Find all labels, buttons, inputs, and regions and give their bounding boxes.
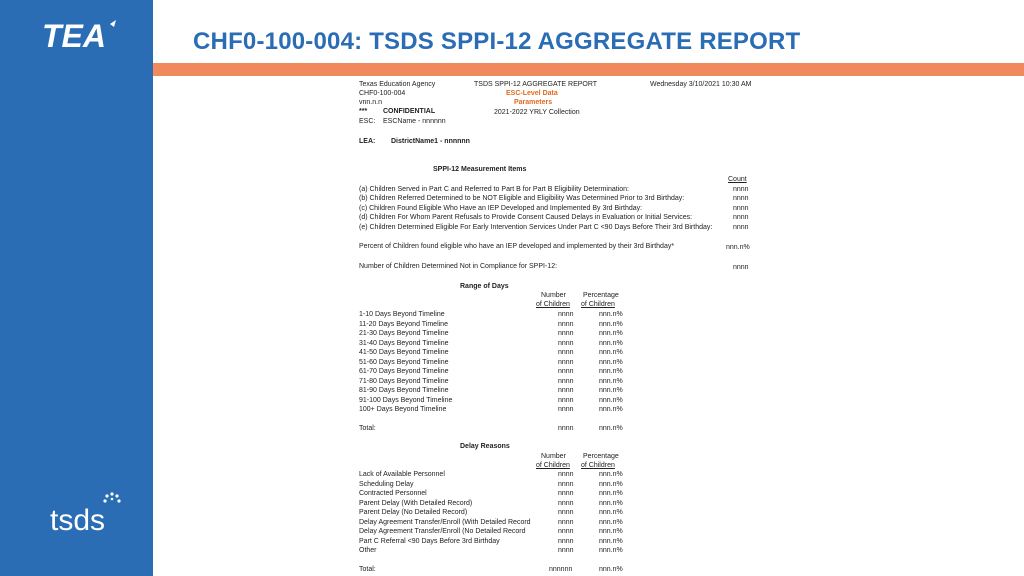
delay-row-percent: nnn.n%: [599, 547, 623, 554]
delay-row-number: nnnn: [558, 528, 574, 535]
esc-label: ESC:: [359, 118, 376, 125]
range-row-percent: nnn.n%: [599, 378, 623, 385]
delay-row-percent: nnn.n%: [599, 481, 623, 488]
percent-value: nnn.n%: [726, 244, 750, 251]
delay-title: Delay Reasons: [460, 443, 510, 450]
delay-total-number: nnnnnn: [549, 566, 573, 573]
delay-row-percent: nnn.n%: [599, 519, 623, 526]
report-datetime: Wednesday 3/10/2021 10:30 AM: [650, 81, 752, 88]
range-col-pct-2: of Children: [581, 301, 615, 308]
svg-text:tsds: tsds: [50, 504, 106, 536]
noncompliance-value: nnnn: [733, 264, 749, 271]
report-name: TSDS SPPI-12 AGGREGATE REPORT: [474, 81, 598, 88]
range-row-label: 100+ Days Beyond Timeline: [359, 406, 447, 413]
range-row-percent: nnn.n%: [599, 359, 623, 366]
delay-total-label: Total:: [359, 566, 376, 573]
item-b-label: (b) Children Referred Determined to be NOT Eligible and Eligibility Was Determined Prior to 3rd Birthday:: [359, 195, 685, 202]
delay-row-percent: nnn.n%: [599, 509, 623, 516]
item-b-value: nnnn: [733, 195, 749, 202]
measurement-title: SPPI-12 Measurement Items: [433, 166, 527, 173]
item-a-label: (a) Children Served in Part C and Referred to Part B for Part B Eligibility Determination:: [359, 186, 630, 193]
count-header: Count: [728, 176, 747, 183]
delay-total-percent: nnn.n%: [599, 566, 623, 573]
range-row-percent: nnn.n%: [599, 330, 623, 337]
range-row-label: 61-70 Days Beyond Timeline: [359, 368, 449, 375]
parameters-label: Parameters: [514, 99, 553, 106]
report-version: vnn.n.n: [359, 99, 382, 106]
delay-row-label: Lack of Available Personnel: [359, 471, 445, 478]
collection-label: 2021-2022 YRLY Collection: [494, 109, 580, 116]
range-total-percent: nnn.n%: [599, 425, 623, 432]
delay-row-label: Delay Agreement Transfer/Enroll (No Detailed Record: [359, 528, 526, 535]
range-row-label: 41-50 Days Beyond Timeline: [359, 349, 449, 356]
delay-row-label: Contracted Personnel: [359, 490, 427, 497]
delay-row-number: nnnn: [558, 538, 574, 545]
noncompliance-label: Number of Children Determined Not in Compliance for SPPI-12:: [359, 263, 558, 270]
range-row-label: 91-100 Days Beyond Timeline: [359, 397, 453, 404]
range-col-number-2: of Children: [536, 301, 570, 308]
range-row-number: nnnn: [558, 321, 574, 328]
delay-row-label: Scheduling Delay: [359, 481, 414, 488]
tsds-logo: [50, 488, 130, 536]
range-row-label: 51-60 Days Beyond Timeline: [359, 359, 449, 366]
tsds-logo-icon: [50, 488, 130, 536]
delay-row-percent: nnn.n%: [599, 490, 623, 497]
esc-value: ESCName - nnnnnn: [383, 118, 446, 125]
range-row-number: nnnn: [558, 349, 574, 356]
range-row-percent: nnn.n%: [599, 340, 623, 347]
delay-row-label: Part C Referral <90 Days Before 3rd Birthday: [359, 538, 500, 545]
range-row-percent: nnn.n%: [599, 387, 623, 394]
range-row-number: nnnn: [558, 340, 574, 347]
delay-row-label: Other: [359, 547, 377, 554]
item-d-label: (d) Children For Whom Parent Refusals to Provide Consent Caused Delays in Evaluation or Initial Services:: [359, 214, 693, 221]
range-col-pct-1: Percentage: [583, 292, 619, 299]
range-row-percent: nnn.n%: [599, 311, 623, 318]
percent-label: Percent of Children found eligible who have an IEP developed and implemented by their 3rd Birthday*: [359, 243, 675, 250]
report-code: CHF0-100-004: [359, 90, 406, 97]
lea-value: DistrictName1 - nnnnnn: [391, 138, 470, 145]
delay-col-number-1: Number: [541, 453, 566, 460]
agency-text: Texas Education Agency: [359, 81, 436, 88]
delay-row-number: nnnn: [558, 500, 574, 507]
delay-row-percent: nnn.n%: [599, 528, 623, 535]
range-row-percent: nnn.n%: [599, 397, 623, 404]
range-row-percent: nnn.n%: [599, 368, 623, 375]
delay-row-number: nnnn: [558, 547, 574, 554]
tea-logo: [40, 18, 130, 54]
range-total-number: nnnn: [558, 425, 574, 432]
stars-text: ***: [359, 108, 368, 115]
page-title: CHF0-100-004: TSDS SPPI-12 AGGREGATE REPORT: [193, 28, 801, 55]
range-row-label: 1-10 Days Beyond Timeline: [359, 311, 445, 318]
brand-sidebar: [0, 0, 153, 576]
lea-label: LEA:: [359, 138, 376, 145]
item-d-value: nnnn: [733, 214, 749, 221]
range-row-label: 71-80 Days Beyond Timeline: [359, 378, 449, 385]
delay-row-label: Delay Agreement Transfer/Enroll (With Detailed Record: [359, 519, 531, 526]
item-c-value: nnnn: [733, 205, 749, 212]
range-row-number: nnnn: [558, 330, 574, 337]
delay-row-number: nnnn: [558, 509, 574, 516]
range-row-number: nnnn: [558, 406, 574, 413]
item-a-value: nnnn: [733, 186, 749, 193]
range-row-number: nnnn: [558, 378, 574, 385]
delay-col-pct-2: of Children: [581, 462, 615, 469]
delay-row-percent: nnn.n%: [599, 538, 623, 545]
delay-row-percent: nnn.n%: [599, 471, 623, 478]
range-row-label: 21-30 Days Beyond Timeline: [359, 330, 449, 337]
delay-row-percent: nnn.n%: [599, 500, 623, 507]
range-row-percent: nnn.n%: [599, 321, 623, 328]
range-row-label: 31-40 Days Beyond Timeline: [359, 340, 449, 347]
range-row-percent: nnn.n%: [599, 406, 623, 413]
esc-level-label: ESC-Level Data: [506, 90, 558, 97]
delay-row-number: nnnn: [558, 481, 574, 488]
delay-col-pct-1: Percentage: [583, 453, 619, 460]
delay-row-label: Parent Delay (No Detailed Record): [359, 509, 468, 516]
item-c-label: (c) Children Found Eligible Who Have an IEP Developed and Implemented By 3rd Birthday:: [359, 205, 643, 212]
item-e-value: nnnn: [733, 224, 749, 231]
range-row-label: 11-20 Days Beyond Timeline: [359, 321, 448, 328]
delay-row-number: nnnn: [558, 471, 574, 478]
range-row-number: nnnn: [558, 311, 574, 318]
range-col-number-1: Number: [541, 292, 566, 299]
delay-row-number: nnnn: [558, 490, 574, 497]
range-total-label: Total:: [359, 425, 376, 432]
range-row-number: nnnn: [558, 387, 574, 394]
delay-col-number-2: of Children: [536, 462, 570, 469]
item-e-label: (e) Children Determined Eligible For Early Intervention Services Under Part C <90 Days Before Their 3rd Birthday:: [359, 224, 713, 231]
range-row-number: nnnn: [558, 397, 574, 404]
range-row-percent: nnn.n%: [599, 349, 623, 356]
confidential-label: CONFIDENTIAL: [383, 108, 436, 115]
range-row-number: nnnn: [558, 368, 574, 375]
delay-row-number: nnnn: [558, 519, 574, 526]
range-row-label: 81-90 Days Beyond Timeline: [359, 387, 449, 394]
delay-row-label: Parent Delay (With Detailed Record): [359, 500, 473, 507]
tea-logo-icon: [40, 18, 130, 54]
range-row-number: nnnn: [558, 359, 574, 366]
header-stripe: [153, 63, 1024, 76]
range-title: Range of Days: [460, 283, 509, 290]
svg-text:TEA: TEA: [42, 18, 106, 54]
